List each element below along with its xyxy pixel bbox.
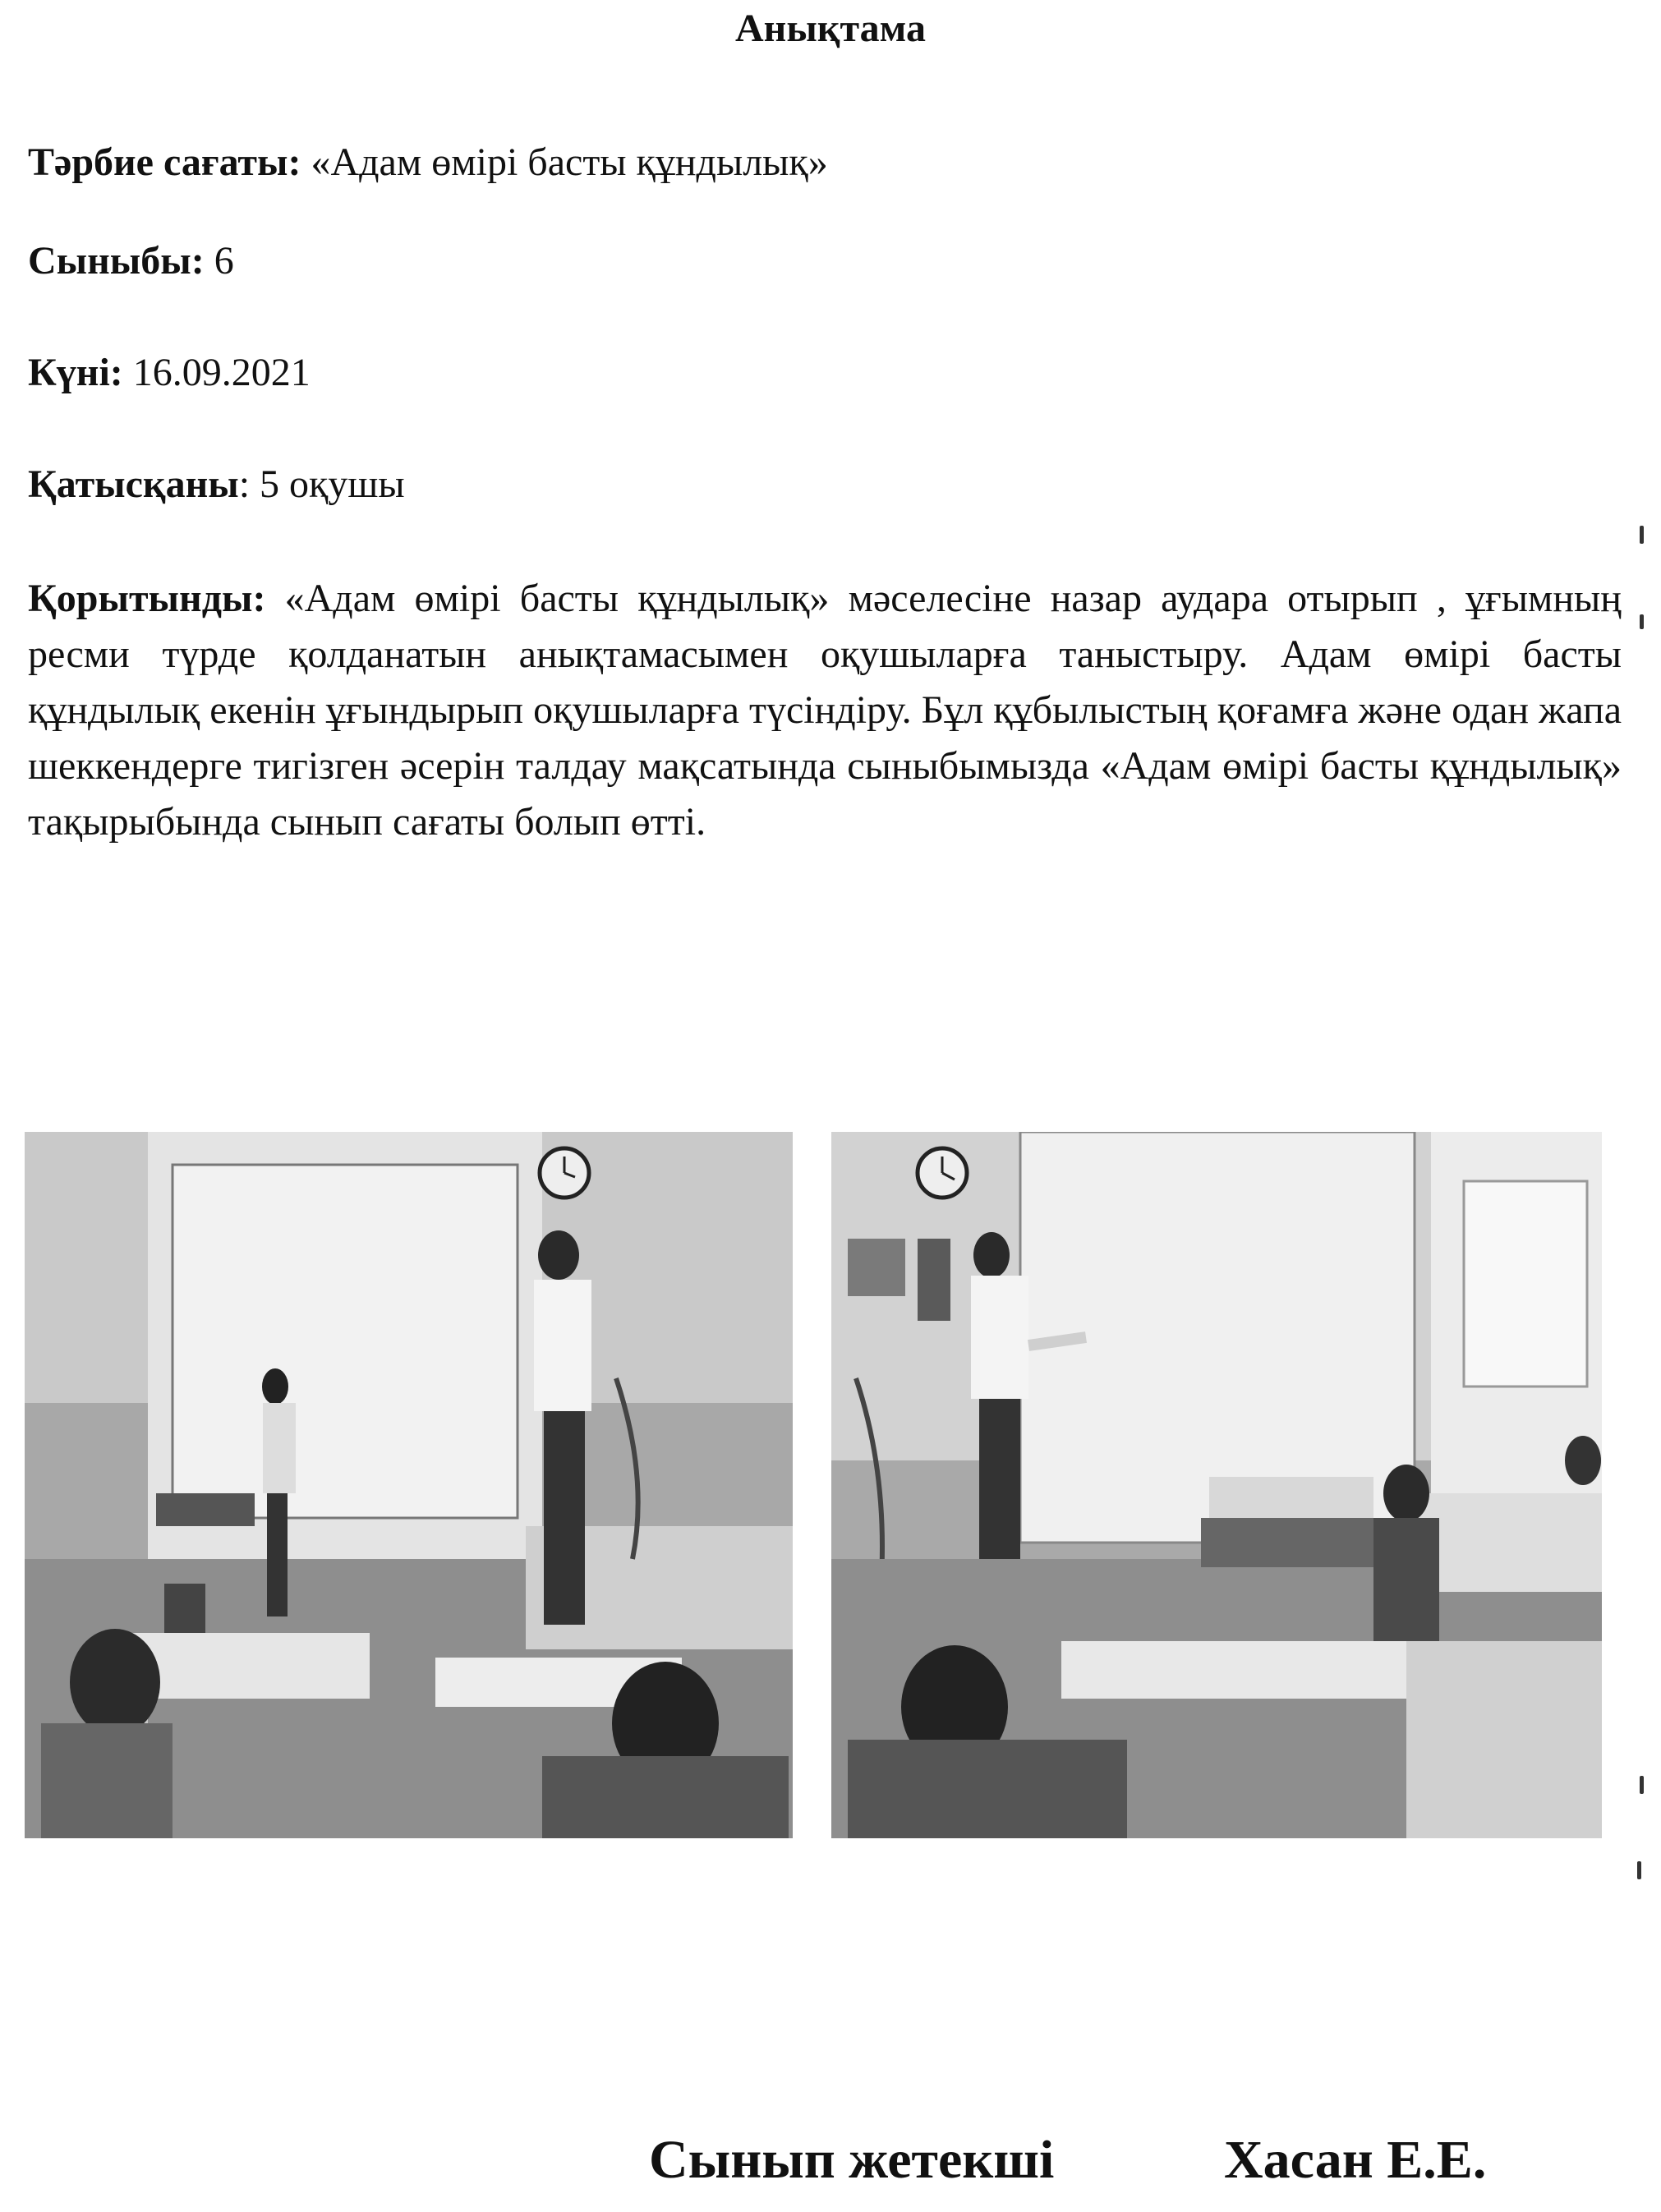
conclusion-paragraph xyxy=(28,571,1622,850)
field-topic-value: «Адам өмірі басты құндылық» xyxy=(311,140,828,184)
classroom-photo-icon xyxy=(831,1132,1602,1838)
conclusion-label: Қорытынды: xyxy=(28,577,266,620)
field-topic-label: Тәрбие сағаты: xyxy=(28,140,301,184)
classroom-photo-1 xyxy=(25,1132,793,1838)
signature-name: Хасан Е.Е. xyxy=(1224,2130,1487,2190)
scan-mark xyxy=(1637,1861,1641,1879)
field-attended xyxy=(28,460,405,509)
field-date-value: 16.09.2021 xyxy=(132,351,311,394)
document-title: Анықтама xyxy=(735,7,926,50)
scan-mark xyxy=(1640,526,1644,544)
field-class-label: Сыныбы: xyxy=(28,239,205,283)
field-class-value: 6 xyxy=(214,239,234,283)
field-attended-value: : 5 оқушы xyxy=(238,462,405,506)
field-class xyxy=(28,237,234,286)
signature-role: Сынып жетекші xyxy=(649,2130,1055,2190)
classroom-photo-icon xyxy=(25,1132,793,1838)
field-date-label: Күні: xyxy=(28,351,123,394)
field-date xyxy=(28,348,311,398)
scan-mark xyxy=(1640,614,1644,629)
classroom-photo-2 xyxy=(831,1132,1602,1838)
field-topic xyxy=(28,138,828,187)
scan-mark xyxy=(1640,1776,1644,1794)
field-attended-label: Қатысқаны xyxy=(28,462,239,506)
conclusion-text: «Адам өмірі басты құндылық» мәселесіне назар аудара отырып , ұғымның ресми түрде қолданатын анықтамасымен оқушыларға таныстыру. Адам өмірі басты құндылық екенін ұғындырып оқушыларға түсіндіру. Бұл құбылыстың қоғамға және одан жапа шеккендерге тигізген әсерін талдау мақсатында сыныбымызда «Адам өмірі басты құндылық» тақырыбында сынып сағаты болып өтті. xyxy=(28,577,1622,844)
